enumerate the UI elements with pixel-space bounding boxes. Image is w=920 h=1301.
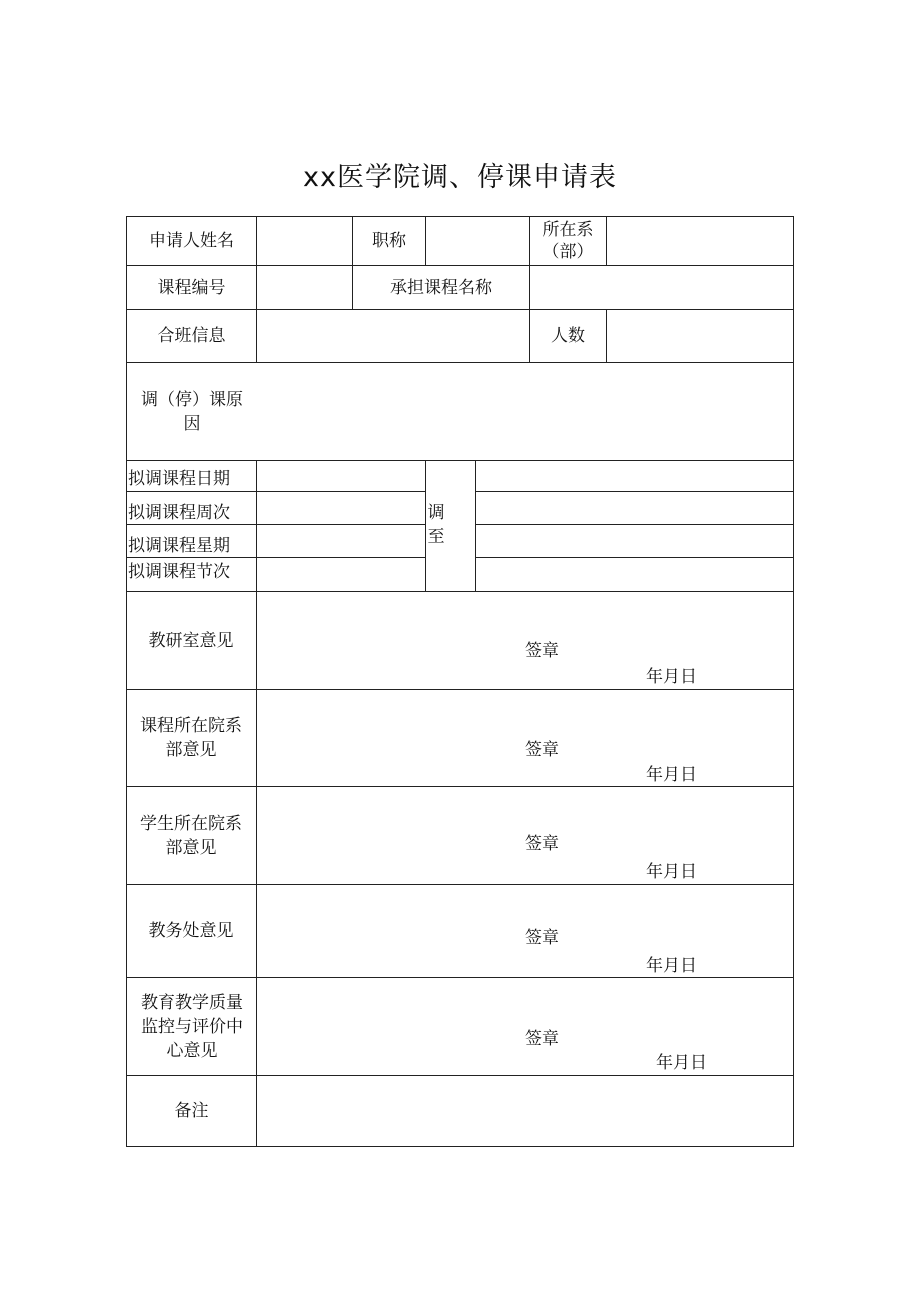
job-title-label: 职称 xyxy=(372,231,406,251)
date-label: 年月日 xyxy=(646,667,697,687)
schedule-period-field[interactable] xyxy=(257,558,425,591)
course-name-label: 承担课程名称 xyxy=(390,277,492,298)
reason-field[interactable] xyxy=(257,363,793,460)
academic-affairs-opinion-label: 教务处意见 xyxy=(148,921,234,941)
schedule-period-label: 拟调课程节次 xyxy=(128,562,230,582)
quality-center-opinion-label: 教育教学质量监控与评价中心意见 xyxy=(141,992,243,1061)
headcount-label: 人数 xyxy=(551,326,585,346)
schedule-date-label: 拟调课程日期 xyxy=(128,469,230,489)
headcount-field[interactable] xyxy=(607,310,793,362)
stamp-label: 签章 xyxy=(525,1029,559,1049)
department-label: 所在系（部） xyxy=(542,220,594,262)
teaching-office-opinion-label: 教研室意见 xyxy=(148,630,234,651)
course-code-field[interactable] xyxy=(257,266,352,309)
student-department-opinion-label: 学生所在院系部意见 xyxy=(140,813,242,858)
department-field[interactable] xyxy=(607,217,793,265)
schedule-week-label: 拟调课程周次 xyxy=(128,503,230,523)
stamp-label: 签章 xyxy=(525,834,559,854)
target-week-field[interactable] xyxy=(476,492,793,524)
target-weekday-field[interactable] xyxy=(476,525,793,557)
course-department-opinion-label: 课程所在院系部意见 xyxy=(140,716,242,760)
remarks-field[interactable] xyxy=(257,1076,793,1146)
form-title: xx医学院调、停课申请表 xyxy=(303,162,617,193)
applicant-name-label: 申请人姓名 xyxy=(149,231,234,251)
schedule-weekday-field[interactable] xyxy=(257,525,425,557)
target-date-field[interactable] xyxy=(476,461,793,491)
course-name-field[interactable] xyxy=(530,266,793,309)
applicant-name-field[interactable] xyxy=(257,217,352,265)
date-label: 年月日 xyxy=(646,862,697,882)
reason-label: 调（停）课原因 xyxy=(141,389,243,434)
course-code-label: 课程编号 xyxy=(157,277,226,298)
schedule-weekday-label: 拟调课程星期 xyxy=(128,536,230,556)
target-period-field[interactable] xyxy=(476,558,793,591)
adjust-to-label: 调至 xyxy=(427,503,445,547)
remarks-label: 备注 xyxy=(174,1101,209,1121)
schedule-week-field[interactable] xyxy=(257,492,425,524)
table-border-bottom xyxy=(126,1146,794,1147)
stamp-label: 签章 xyxy=(525,641,559,661)
stamp-label: 签章 xyxy=(525,928,559,948)
date-label: 年月日 xyxy=(646,956,697,976)
schedule-date-field[interactable] xyxy=(257,461,425,491)
stamp-label: 签章 xyxy=(525,740,559,760)
date-label: 年月日 xyxy=(646,765,697,785)
class-info-label: 合班信息 xyxy=(157,326,226,346)
class-info-field[interactable] xyxy=(257,310,529,362)
date-label: 年月日 xyxy=(656,1053,707,1073)
job-title-field[interactable] xyxy=(426,217,529,265)
table-border-right xyxy=(793,216,794,1147)
